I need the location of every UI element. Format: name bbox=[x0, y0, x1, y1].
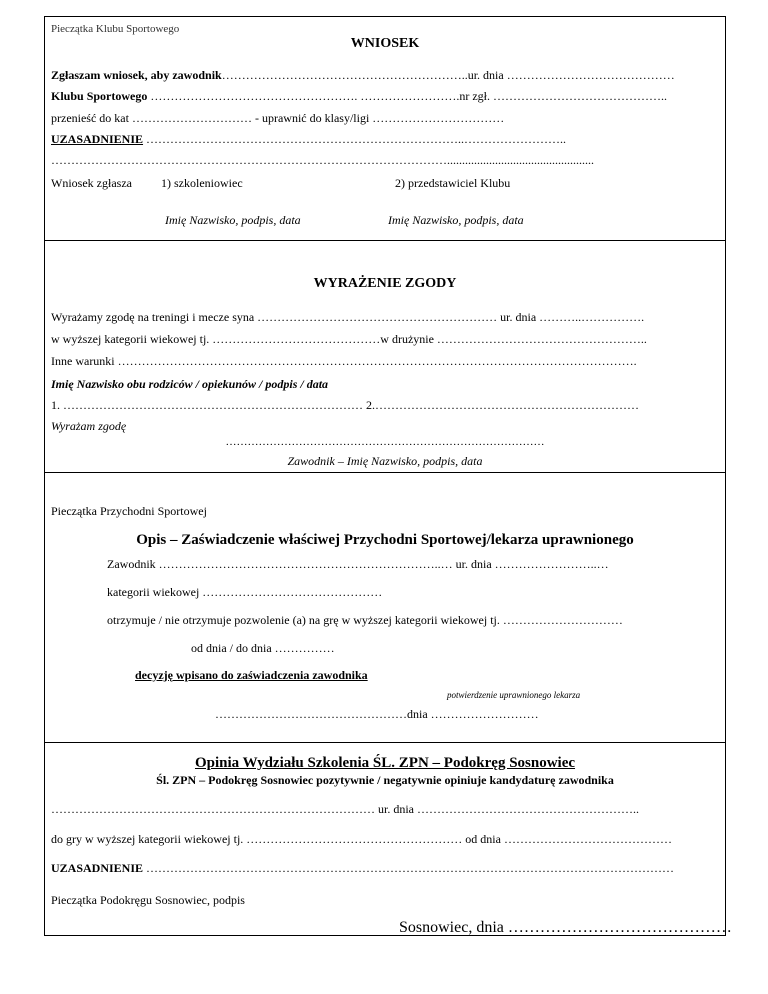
coach-signature-label: Imię Nazwisko, podpis, data bbox=[165, 213, 301, 227]
opinion-title: Opinia Wydziału Szkolenia ŚL. ZPN – Podokręg Sosnowiec bbox=[194, 755, 576, 771]
option-club-representative: 2) przedstawiciel Klubu bbox=[395, 176, 511, 190]
request-justification[interactable]: UZASADNIENIE ……………………………………………………………………..…………………….. bbox=[51, 132, 567, 146]
request-section bbox=[45, 17, 725, 240]
clinic-line-category[interactable]: kategorii wiekowej ……………………………………… bbox=[107, 585, 383, 599]
justification-continuation[interactable]: ………………………………………………………………………………………................................................. bbox=[51, 153, 594, 167]
request-title: WNIOSEK bbox=[350, 36, 420, 51]
player-signature-line[interactable]: …………………………………………………………………………… bbox=[225, 436, 545, 448]
option-coach: 1) szkoleniowiec bbox=[161, 176, 243, 190]
doctor-signature-line[interactable]: …………………………………………dnia ……………………… bbox=[215, 707, 539, 721]
opinion-line-category[interactable]: do gry w wyższej kategorii wiekowej tj. ……………………………………………… od dnia …………………………………… bbox=[51, 832, 672, 846]
clinic-title: Opis – Zaświadczenie właściwej Przychodni Sportowej/lekarza uprawnionego bbox=[136, 532, 634, 548]
opinion-subtitle: Śl. ZPN – Podokręg Sosnowiec pozytywnie / negatywnie opiniuje kandydaturę zawodnika bbox=[156, 773, 614, 787]
parents-signature-lines[interactable]: 1. ………………………………………………………………… 2.………………………………………………………… bbox=[51, 398, 639, 412]
clinic-line-player[interactable]: Zawodnik ……………………………………………………………..… ur. dnia ……………………..… bbox=[107, 557, 609, 571]
justification-label: UZASADNIENIE bbox=[51, 132, 144, 146]
decision-recorded-label: decyzję wpisano do zaświadczenia zawodnika bbox=[135, 668, 368, 682]
consent-line-category[interactable]: w wyższej kategorii wiekowej tj. ……………………………………w drużynie …………………………………………….. bbox=[51, 332, 647, 346]
application-form bbox=[44, 16, 732, 936]
representative-signature-label: Imię Nazwisko, podpis, data bbox=[388, 213, 524, 227]
opinion-section bbox=[45, 742, 732, 937]
clinic-line-permission[interactable]: otrzymuje / nie otrzymuje pozwolenie (a) na grę w wyższej kategorii wiekowej tj. ………………………… bbox=[107, 613, 623, 627]
district-stamp-label: Pieczątka Podokręgu Sosnowiec, podpis bbox=[51, 893, 245, 907]
request-line-category[interactable]: przenieść do kat ………………………… - uprawnić do klasy/ligi …………………………… bbox=[51, 111, 505, 125]
request-line-player[interactable]: Zgłaszam wniosek, aby zawodnik……………………………………………………..ur. dnia …………………………………… bbox=[51, 68, 675, 82]
opinion-justification[interactable]: UZASADNIENIE …………………………………………………………………………………………………………………… bbox=[51, 861, 675, 875]
clinic-stamp-label: Pieczątka Przychodni Sportowej bbox=[51, 504, 207, 518]
clinic-line-dates[interactable]: od dnia / do dnia …………… bbox=[191, 641, 335, 655]
consent-line-conditions[interactable]: Inne warunki …………………………………………………………………………………………………………………. bbox=[51, 354, 637, 368]
player-consent-label: Wyrażam zgodę bbox=[51, 419, 127, 433]
consent-line-son[interactable]: Wyrażamy zgodę na treningi i mecze syna …………………………………………………… ur. dnia ………..……………. bbox=[51, 310, 645, 324]
consent-section bbox=[45, 240, 725, 472]
opinion-line-player[interactable]: ……………………………………………………………………… ur. dnia ……………………………………………….. bbox=[51, 802, 639, 816]
club-stamp-label: Pieczątka Klubu Sportowego bbox=[51, 23, 180, 35]
request-line-club[interactable]: Klubu Sportowego ……………………………………………. …………………….nr zgł. …………………………………….. bbox=[51, 89, 668, 103]
player-signature-label: Zawodnik – Imię Nazwisko, podpis, data bbox=[287, 454, 483, 468]
doctor-confirmation-label: potwierdzenie uprawnionego lekarza bbox=[447, 690, 581, 700]
district-date-line[interactable]: Sosnowiec, dnia …………………………………… bbox=[399, 919, 732, 936]
clinic-section bbox=[45, 472, 725, 742]
submitted-by-label: Wniosek zgłasza bbox=[51, 176, 132, 190]
opinion-justification-label: UZASADNIENIE bbox=[51, 861, 144, 875]
parents-label: Imię Nazwisko obu rodziców / opiekunów / podpis / data bbox=[51, 377, 329, 391]
consent-title: WYRAŻENIE ZGODY bbox=[313, 276, 457, 291]
